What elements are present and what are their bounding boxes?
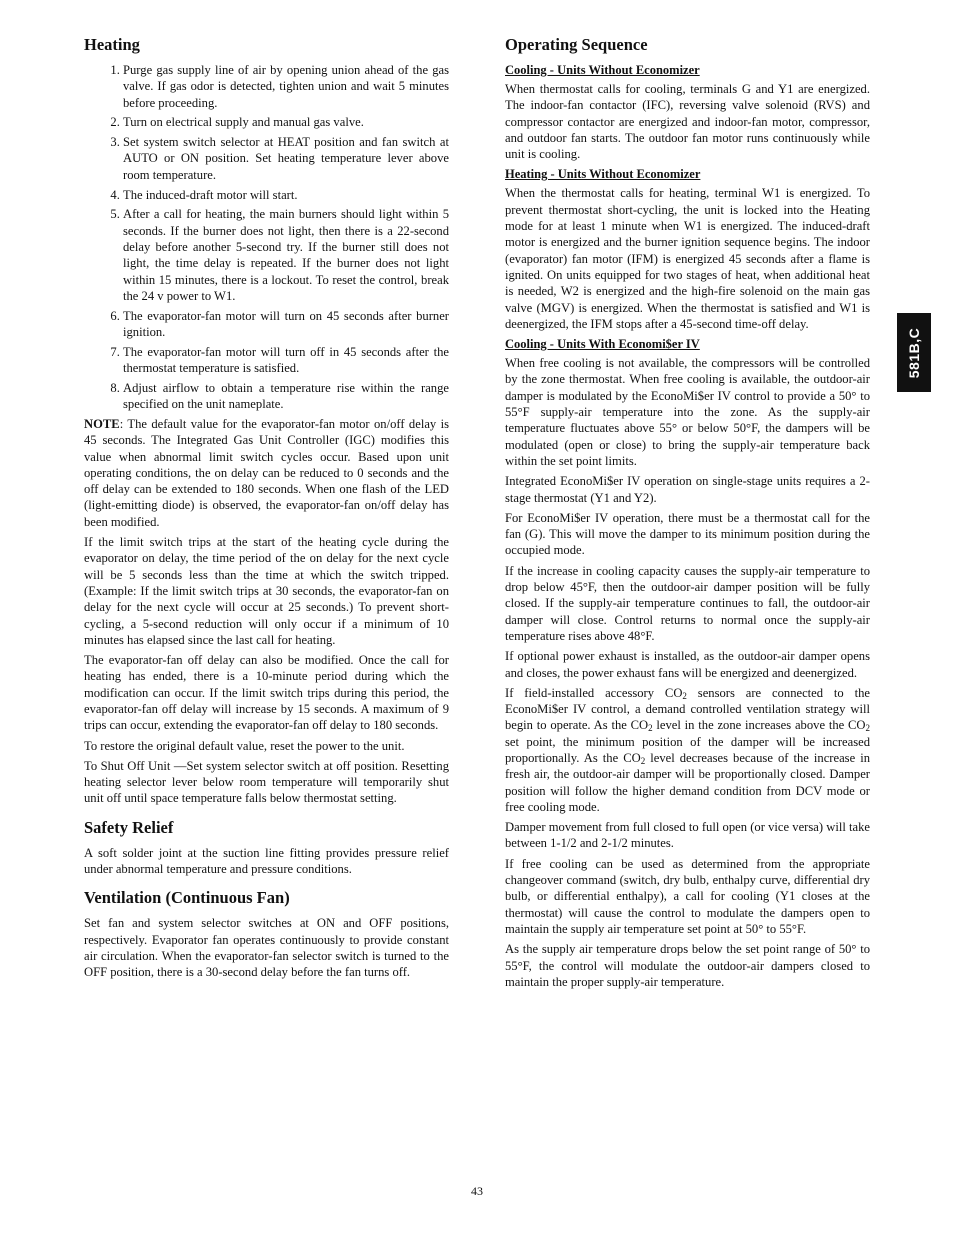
right-column [505, 34, 870, 994]
heating-heading: Heating [84, 35, 140, 54]
heating-step-8: 8. Adjust airflow to obtain a temperature rise within the range specified on the unit nameplate. [123, 380, 449, 413]
econ-paragraph-co2 [505, 685, 870, 815]
ventilation-text: Set fan and system selector switches at ON and OFF positions, respectively. Evaporator fan operates continuously to provide constant air circulation. When the evaporator‑fan selector switch is turned to the OFF position, there is a 30‑second delay before the fan turns off. [84, 916, 449, 980]
econ-paragraph-7: Damper movement from full closed to full open (or vice versa) will take between 1‑1/2 and 2‑1/2 minutes. [505, 820, 870, 851]
model-side-tab-label: 581B,C [906, 327, 922, 378]
heating-step-7: 7. The evaporator-fan motor will turn off in 45 seconds after the thermostat temperature is satisfied. [123, 344, 449, 377]
co2-text-c: level in the zone increases above the CO [652, 718, 866, 733]
heating-no-econ-text: When the thermostat calls for heating, terminal W1 is energized. To prevent thermostat short‑cycling, the unit is locked into the Heating mode for at least 1 minute when W1 is energized. The induced‑draft motor is energized and the burner ignition sequence begins. The indoor (evaporator) fan motor (IFM) is energized 45 seconds after a flame is ignited. On units equipped for two stages of heat, when additional heat is needed, W2 is energized and the high‑fire solenoid on the main gas valve (MGV) is energized. When the thermostat is satisfied and W1 is deenergized, the IFM stops after a 45‑second time‑off delay. [505, 186, 870, 331]
cooling-econ-heading: Cooling ‑ Units With Economi$er IV [505, 337, 700, 352]
heating-step-1: 1. Purge gas supply line of air by opening union ahead of the gas valve. If gas odor is detected, tighten union and wait 5 minutes before proceeding. [123, 62, 449, 111]
operating-sequence-heading: Operating Sequence [505, 35, 648, 54]
note-label: NOTE [84, 416, 120, 431]
co2-subscript: 2 [682, 690, 687, 701]
co2-text-b: sensors are connected to the EconoMi$er IV control, a demand controlled ventilation strategy will begin to operate. As the CO [505, 685, 870, 733]
heating-step-3: 3. Set system switch selector at HEAT position and fan switch at AUTO or ON position. Set heating temperature lever above room temperature. [123, 134, 449, 183]
heating-no-econ-heading: Heating ‑ Units Without Economizer [505, 167, 701, 182]
model-side-tab [897, 313, 931, 392]
econ-paragraph-4: If the increase in cooling capacity causes the supply‑air temperature to drop below 45°F, then the outdoor‑air damper position will be fully closed. If the supply‑air temperature continues to fall, the outdoor‑air damper will close. Control returns to normal once the supply‑air temperature rises above 48°F. [505, 563, 870, 643]
econ-paragraph-2: Integrated EconoMi$er IV operation on single-stage units requires a 2-stage thermostat (Y1 and Y2). [505, 474, 870, 505]
co2-subscript: 2 [865, 723, 870, 734]
co2-subscript: 2 [648, 723, 653, 734]
heating-steps-list [84, 62, 449, 412]
cooling-no-econ-text: When thermostat calls for cooling, terminals G and Y1 are energized. The indoor-fan contactor (IFC), reversing valve solenoid (RVS) and compressor contactor are energized and indoor-fan motor, compressor, and outdoor fan starts. The outdoor fan motor runs continuously while unit is cooling. [505, 82, 870, 162]
econ-paragraph-8: If free cooling can be used as determined from the appropriate changeover command (switch, dry bulb, enthalpy curve, differential dry bulb, or differential enthalpy), a call for cooling (Y1 closes at the thermostat) will cause the control to modulate the dampers open to maintain the supply air temperature set point at 50° to 55°F. [505, 856, 870, 936]
co2-subscript: 2 [640, 755, 646, 766]
heating-step-6: 6. The evaporator-fan motor will turn on 45 seconds after burner ignition. [123, 308, 449, 341]
safety-relief-heading: Safety Relief [84, 817, 174, 837]
off-delay-paragraph: The evaporator-fan off delay can also be modified. Once the call for heating has ended, there is a 10-minute period during which the modification can occur. If the limit switch trips during this period, the evaporator-fan off delay will increase by 15 seconds. A maximum of 9 trips can occur, extending the evaporator-fan off delay to 180 seconds. [84, 653, 449, 733]
ventilation-heading: Ventilation (Continuous Fan) [84, 888, 290, 908]
heating-step-5: 5. After a call for heating, the main burners should light within 5 seconds. If the burner does not light, then there is a 22-second delay before another 5-second try. If the burner still does not light, the time delay is repeated. If the burner does not light within 15 minutes, there is a lockout. To reset the control, break the 24 v power to W1. [123, 206, 449, 304]
limit-switch-paragraph: If the limit switch trips at the start of the heating cycle during the evaporator on delay, the time period of the on delay for the next cycle will be 5 seconds less than the time at which the switch tripped. (Example: If the limit switch trips at 30 seconds, the evaporator-fan on delay for the next cycle will occur at 25 seconds.) To prevent short-cycling, a 5-second reduction will only occur if a minimum of 10 minutes has elapsed since the last call for heating. [84, 535, 449, 647]
shut-off-paragraph: To Shut Off Unit —Set system selector switch at off position. Resetting heating selector lever below room temperature will temporarily shut unit off until space temperature falls below thermostat setting. [84, 758, 449, 806]
econ-paragraph-3: For EconoMi$er IV operation, there must be a thermostat call for the fan (G). This will move the damper to its minimum position during the occupied mode. [505, 510, 870, 558]
co2-text-a: If field‑installed accessory CO [505, 685, 683, 700]
econ-paragraph-5: If optional power exhaust is installed, as the outdoor‑air damper opens and closes, the power exhaust fans will be energized and deenergized. [505, 649, 870, 680]
co2-text-e: level decreases because of the increase in fresh air, the outdoor‑air damper will be proportionally closed. Damper position will follow the higher demand condition from DCV mode or free cooling mode. [505, 750, 870, 814]
safety-relief-text: A soft solder joint at the suction line fitting provides pressure relief under abnormal temperature and pressure conditions. [84, 845, 449, 877]
econ-paragraph-1: When free cooling is not available, the compressors will be controlled by the zone thermostat. When free cooling is available, the outdoor-air damper is modulated by the EconoMi$er IV control to provide a 50° to 55°F supply-air temperature into the zone. As the supply-air temperature fluctuates above 55° or below 50°F, the dampers will be modulated (open or close) to bring the supply-air temperature back within the set point limits. [505, 356, 870, 468]
restore-default-paragraph: To restore the original default value, reset the power to the unit. [84, 738, 405, 753]
page-number: 43 [471, 1184, 483, 1198]
heating-note [84, 416, 449, 530]
cooling-no-econ-heading: Cooling ‑ Units Without Economizer [505, 63, 700, 77]
heating-step-4: 4. The induced-draft motor will start. [123, 187, 449, 203]
co2-text-d: set point, the minimum position of the damper will be increased proportionally. As the CO [505, 734, 870, 765]
note-text: : The default value for the evaporator-fan motor on/off delay is 45 seconds. The Integrated Gas Unit Controller (IGC) modifies this value when abnormal limit switch cycles occur. Based upon unit operating conditions, the on delay can be reduced to 0 seconds and the off delay can be extended to 180 seconds. When one flash of the LED (light-emitting diode) is observed, the evaporator-fan on/off delay has been modified. [84, 416, 449, 529]
econ-paragraph-9: As the supply air temperature drops below the set point range of 50° to 55°F, the control will modulate the outdoor‑air dampers closed to maintain the proper supply‑air temperature. [505, 942, 870, 989]
heating-step-2: 2. Turn on electrical supply and manual gas valve. [123, 114, 449, 130]
left-column [84, 34, 449, 985]
